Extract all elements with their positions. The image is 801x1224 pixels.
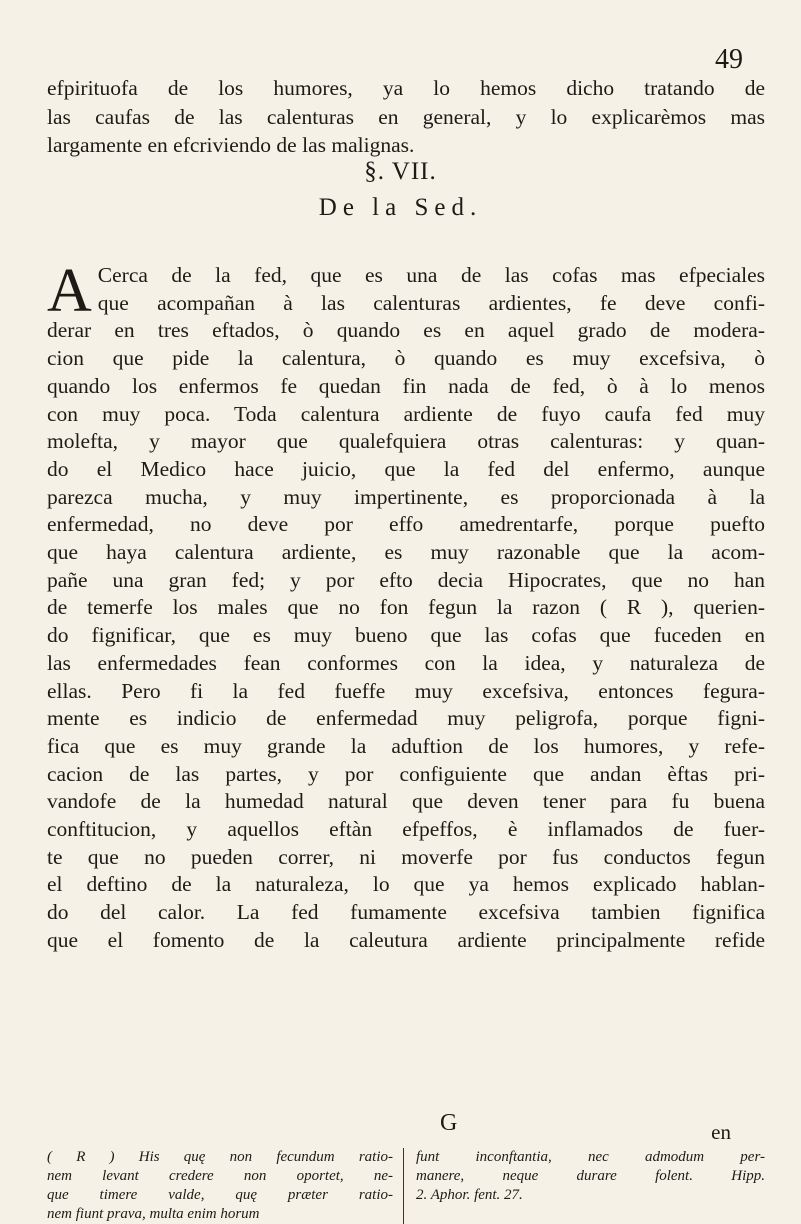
footnote-left-column (47, 1148, 404, 1224)
text-line: conftitucion, y aquellos eftàn efpeffos, è inflamados de fuer- (47, 817, 765, 842)
text-line: largamente en efcriviendo de las malignas. (47, 133, 415, 157)
text-line: quando los enfermos fe quedan fin nada de fed, ò à lo menos (47, 373, 765, 398)
footnote-line: manere, neque durare folent. Hipp. (416, 1168, 765, 1184)
text-line: parezca mucha, y muy impertinente, es proporcionada à la (47, 484, 765, 509)
text-line: mente es indicio de enfermedad muy peligrofa, porque figni- (47, 706, 765, 731)
drop-cap: A (47, 257, 92, 325)
catchword: en (711, 1120, 731, 1144)
intro-paragraph (47, 74, 765, 160)
text-line: cion que pide la calentura, ò quando es muy excefsiva, ò (47, 346, 765, 371)
text-line: con muy poca. Toda calentura ardiente de fuyo caufa fed muy (47, 401, 765, 426)
text-line: las caufas de las calenturas en general, y lo explicarèmos mas (47, 104, 765, 129)
footnote-right-column (404, 1148, 765, 1224)
text-line: que el fomento de la caleutura ardiente principalmente refide (47, 927, 765, 952)
text-line: pañe una gran fed; y por efto decia Hipocrates, que no han (47, 567, 765, 592)
text-line: do fignificar, que es muy bueno que las cofas que fuceden en (47, 623, 765, 648)
main-paragraph (47, 257, 765, 955)
section-number: §. VII. (364, 158, 437, 185)
text-line: de temerfe los males que no fon fegun la razon ( R ), querien- (47, 595, 765, 620)
text-line: enfermedad, no deve por effo amedrentarfe, porque puefto (47, 512, 765, 537)
footnote-line: que timere valde, quę præter ratio- (47, 1187, 393, 1203)
text-line: molefta, y mayor que qualefquiera otras calenturas: y quan- (47, 429, 765, 454)
signature-mark: G (440, 1110, 458, 1136)
text-line: do el Medico hace juicio, que la fed del enfermo, aunque (47, 456, 765, 481)
page-number: 49 (715, 44, 743, 75)
text-line: que acompañan à las calenturas ardientes, fe deve confi- (97, 290, 765, 315)
text-line: que haya calentura ardiente, es muy razonable que la acom- (47, 540, 765, 565)
text-line: las enfermedades fean conformes con la idea, y naturaleza de (47, 650, 765, 675)
text-line: derar en tres eftados, ò quando es en aquel grado de modera- (47, 318, 765, 343)
text-line: te que no pueden correr, ni moverfe por fus conductos fegun (47, 844, 765, 869)
text-line: do del calor. La fed fumamente excefsiva tambien fignifica (47, 900, 765, 925)
text-line: cacion de las partes, y por configuiente que andan èftas pri- (47, 761, 765, 786)
text-line: vandofe de la humedad natural que deven tener para fu buena (47, 789, 765, 814)
footnote-line: funt inconftantia, nec admodum per- (416, 1149, 765, 1165)
footnote-line: 2. Aphor. fent. 27. (416, 1187, 523, 1203)
text-line: Cerca de la fed, que es una de las cofas mas efpeciales (97, 263, 765, 287)
footnotes (47, 1148, 765, 1224)
text-line: ellas. Pero fi la fed fueffe muy excefsiva, entonces fegura- (47, 678, 765, 703)
footnote-line: ( R ) His quę non fecundum ratio- (47, 1149, 393, 1165)
text-line: efpirituofa de los humores, ya lo hemos dicho tratando de (47, 76, 765, 100)
footnote-line: nem fiunt prava, multa enim horum (47, 1206, 260, 1222)
text-line: el deftino de la naturaleza, lo que ya hemos explicado hablan- (47, 872, 765, 897)
section-title: De la Sed. (318, 194, 483, 221)
footnote-line: nem levant credere non oportet, ne- (47, 1168, 393, 1184)
text-line: fica que es muy grande la aduftion de los humores, y refe- (47, 733, 765, 758)
